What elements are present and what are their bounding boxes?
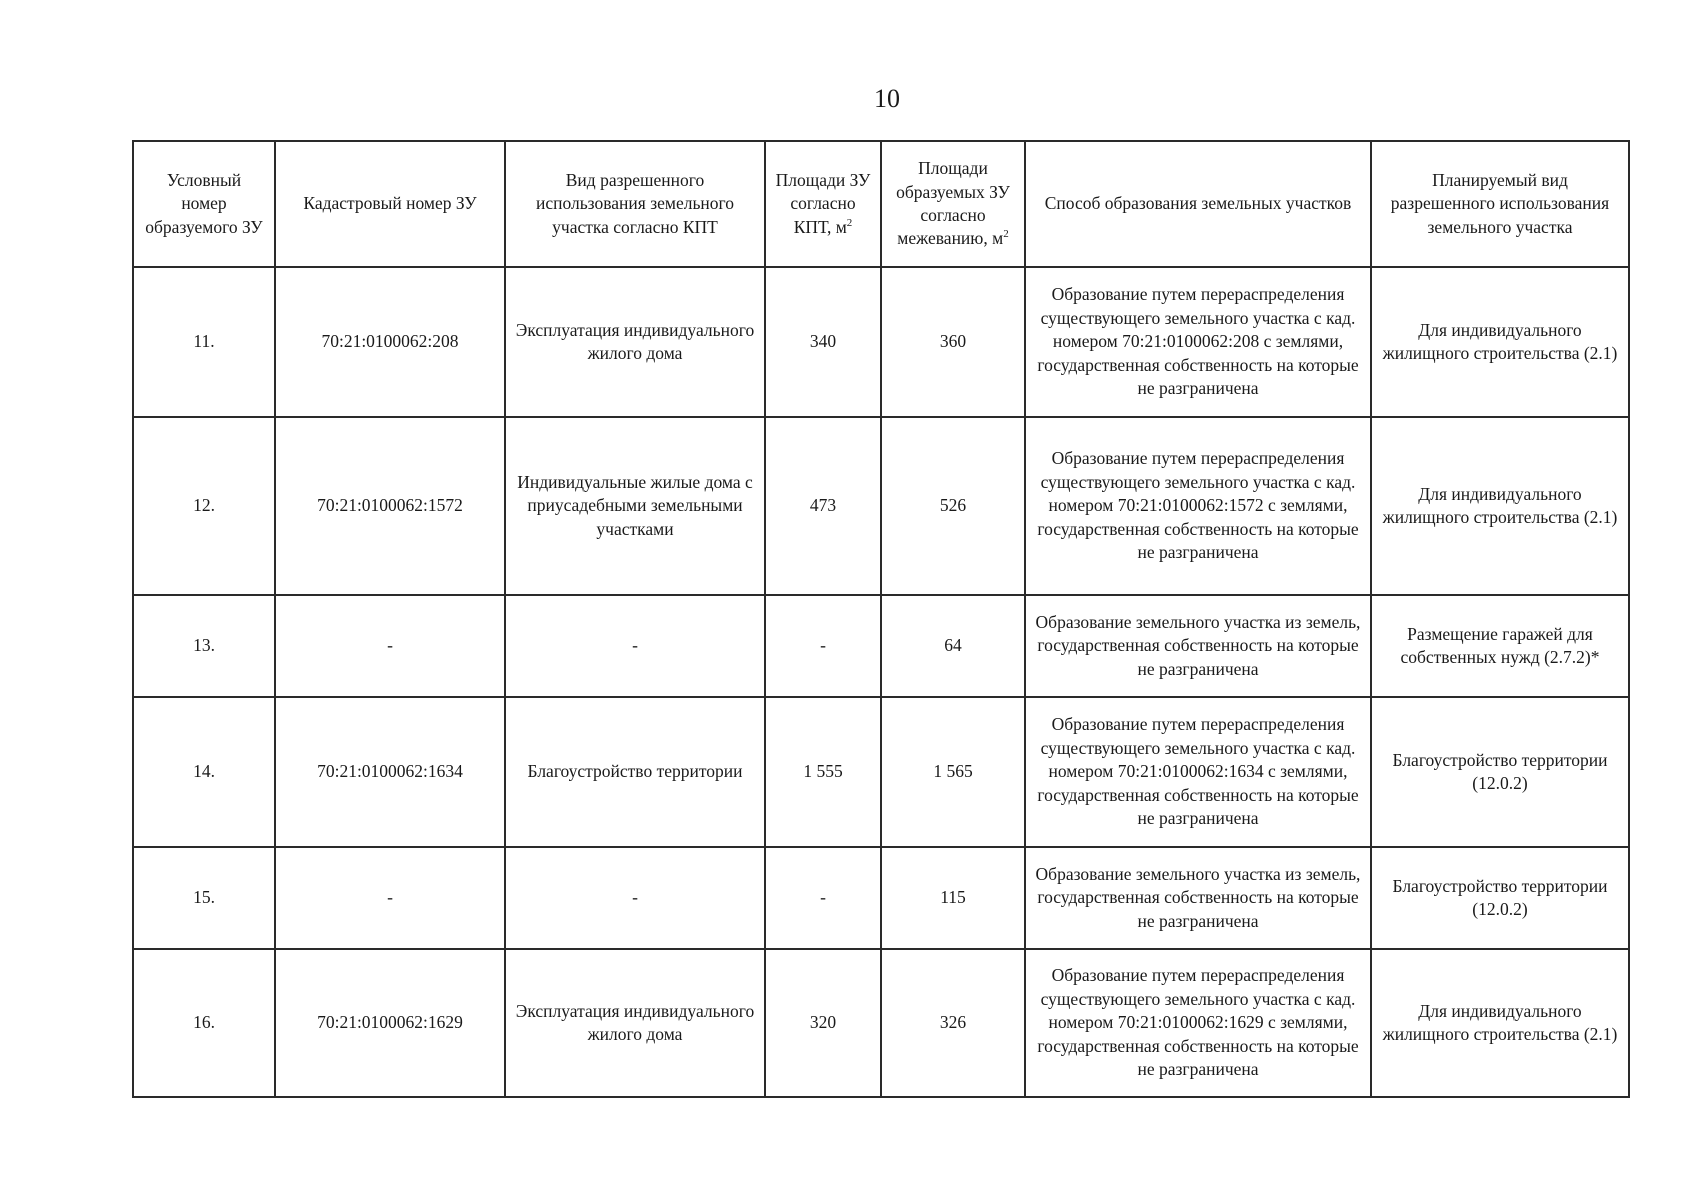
header-area-kpt-unit: 2	[846, 216, 853, 229]
cell-permitted-use-kpt: Благоустройство территории	[505, 697, 765, 847]
table-row	[133, 267, 1629, 417]
cell-cadastral-number: 70:21:0100062:208	[275, 267, 505, 417]
cell-plot-number: 13.	[133, 595, 275, 697]
cell-formation-method: Образование путем перераспределения существующего земельного участка с кад. номером 70:21:0100062:1629 с землями, государственная собственность на которые не разграничена	[1025, 949, 1371, 1097]
cell-area-survey: 526	[881, 417, 1025, 595]
table-row	[133, 697, 1629, 847]
cell-cadastral-number: 70:21:0100062:1572	[275, 417, 505, 595]
cell-planned-use: Благоустройство территории (12.0.2)	[1371, 847, 1629, 949]
cell-planned-use: Благоустройство территории (12.0.2)	[1371, 697, 1629, 847]
cell-plot-number: 11.	[133, 267, 275, 417]
cell-permitted-use-kpt: Эксплуатация индивидуального жилого дома	[505, 949, 765, 1097]
cell-plot-number: 16.	[133, 949, 275, 1097]
cell-plot-number: 14.	[133, 697, 275, 847]
header-area-kpt-label: Площади ЗУ согласно КПТ, м	[775, 169, 871, 237]
cell-planned-use: Для индивидуального жилищного строительства (2.1)	[1371, 417, 1629, 595]
cell-formation-method: Образование путем перераспределения существующего земельного участка с кад. номером 70:21:0100062:208 с землями, государственная собственность на которые не разграничена	[1025, 267, 1371, 417]
cell-plot-number: 15.	[133, 847, 275, 949]
cell-area-survey: 1 565	[881, 697, 1025, 847]
header-area-survey-label: Площади образуемых ЗУ согласно межеванию, м	[896, 158, 1010, 249]
cell-planned-use: Для индивидуального жилищного строительства (2.1)	[1371, 267, 1629, 417]
cell-area-kpt: 320	[765, 949, 881, 1097]
cell-area-survey: 115	[881, 847, 1025, 949]
header-area-survey-unit: 2	[1003, 228, 1009, 241]
table-row	[133, 417, 1629, 595]
cell-area-kpt: 1 555	[765, 697, 881, 847]
cell-cadastral-number: -	[275, 595, 505, 697]
page-number: 10	[874, 84, 900, 113]
header-planned-use: Планируемый вид разрешенного использования земельного участка	[1371, 141, 1629, 267]
cell-formation-method: Образование земельного участка из земель, государственная собственность на которые не разграничена	[1025, 595, 1371, 697]
cell-formation-method: Образование путем перераспределения существующего земельного участка с кад. номером 70:21:0100062:1634 с землями, государственная собственность на которые не разграничена	[1025, 697, 1371, 847]
table-row	[133, 949, 1629, 1097]
header-formation-method: Способ образования земельных участков	[1025, 141, 1371, 267]
cell-plot-number: 12.	[133, 417, 275, 595]
cell-cadastral-number: -	[275, 847, 505, 949]
cell-cadastral-number: 70:21:0100062:1634	[275, 697, 505, 847]
cell-area-survey: 64	[881, 595, 1025, 697]
cell-planned-use: Размещение гаражей для собственных нужд (2.7.2)*	[1371, 595, 1629, 697]
cell-formation-method: Образование путем перераспределения существующего земельного участка с кад. номером 70:21:0100062:1572 с землями, государственная собственность на которые не разграничена	[1025, 417, 1371, 595]
header-area-kpt	[765, 141, 881, 267]
table-row	[133, 595, 1629, 697]
cell-permitted-use-kpt: -	[505, 847, 765, 949]
cell-area-kpt: -	[765, 847, 881, 949]
table-row	[133, 847, 1629, 949]
cell-area-survey: 326	[881, 949, 1025, 1097]
cell-planned-use: Для индивидуального жилищного строительства (2.1)	[1371, 949, 1629, 1097]
cell-area-kpt: 340	[765, 267, 881, 417]
land-plots-table	[132, 140, 1630, 1098]
cell-permitted-use-kpt: Эксплуатация индивидуального жилого дома	[505, 267, 765, 417]
cell-area-survey: 360	[881, 267, 1025, 417]
header-area-survey	[881, 141, 1025, 267]
table-header-row	[133, 141, 1629, 267]
header-permitted-use-kpt: Вид разрешенного использования земельного участка согласно КПТ	[505, 141, 765, 267]
header-plot-number: Условный номер образуемого ЗУ	[133, 141, 275, 267]
header-cadastral-number: Кадастровый номер ЗУ	[275, 141, 505, 267]
cell-area-kpt: 473	[765, 417, 881, 595]
cell-formation-method: Образование земельного участка из земель, государственная собственность на которые не разграничена	[1025, 847, 1371, 949]
cell-permitted-use-kpt: Индивидуальные жилые дома с приусадебными земельными участками	[505, 417, 765, 595]
cell-permitted-use-kpt: -	[505, 595, 765, 697]
cell-cadastral-number: 70:21:0100062:1629	[275, 949, 505, 1097]
cell-area-kpt: -	[765, 595, 881, 697]
